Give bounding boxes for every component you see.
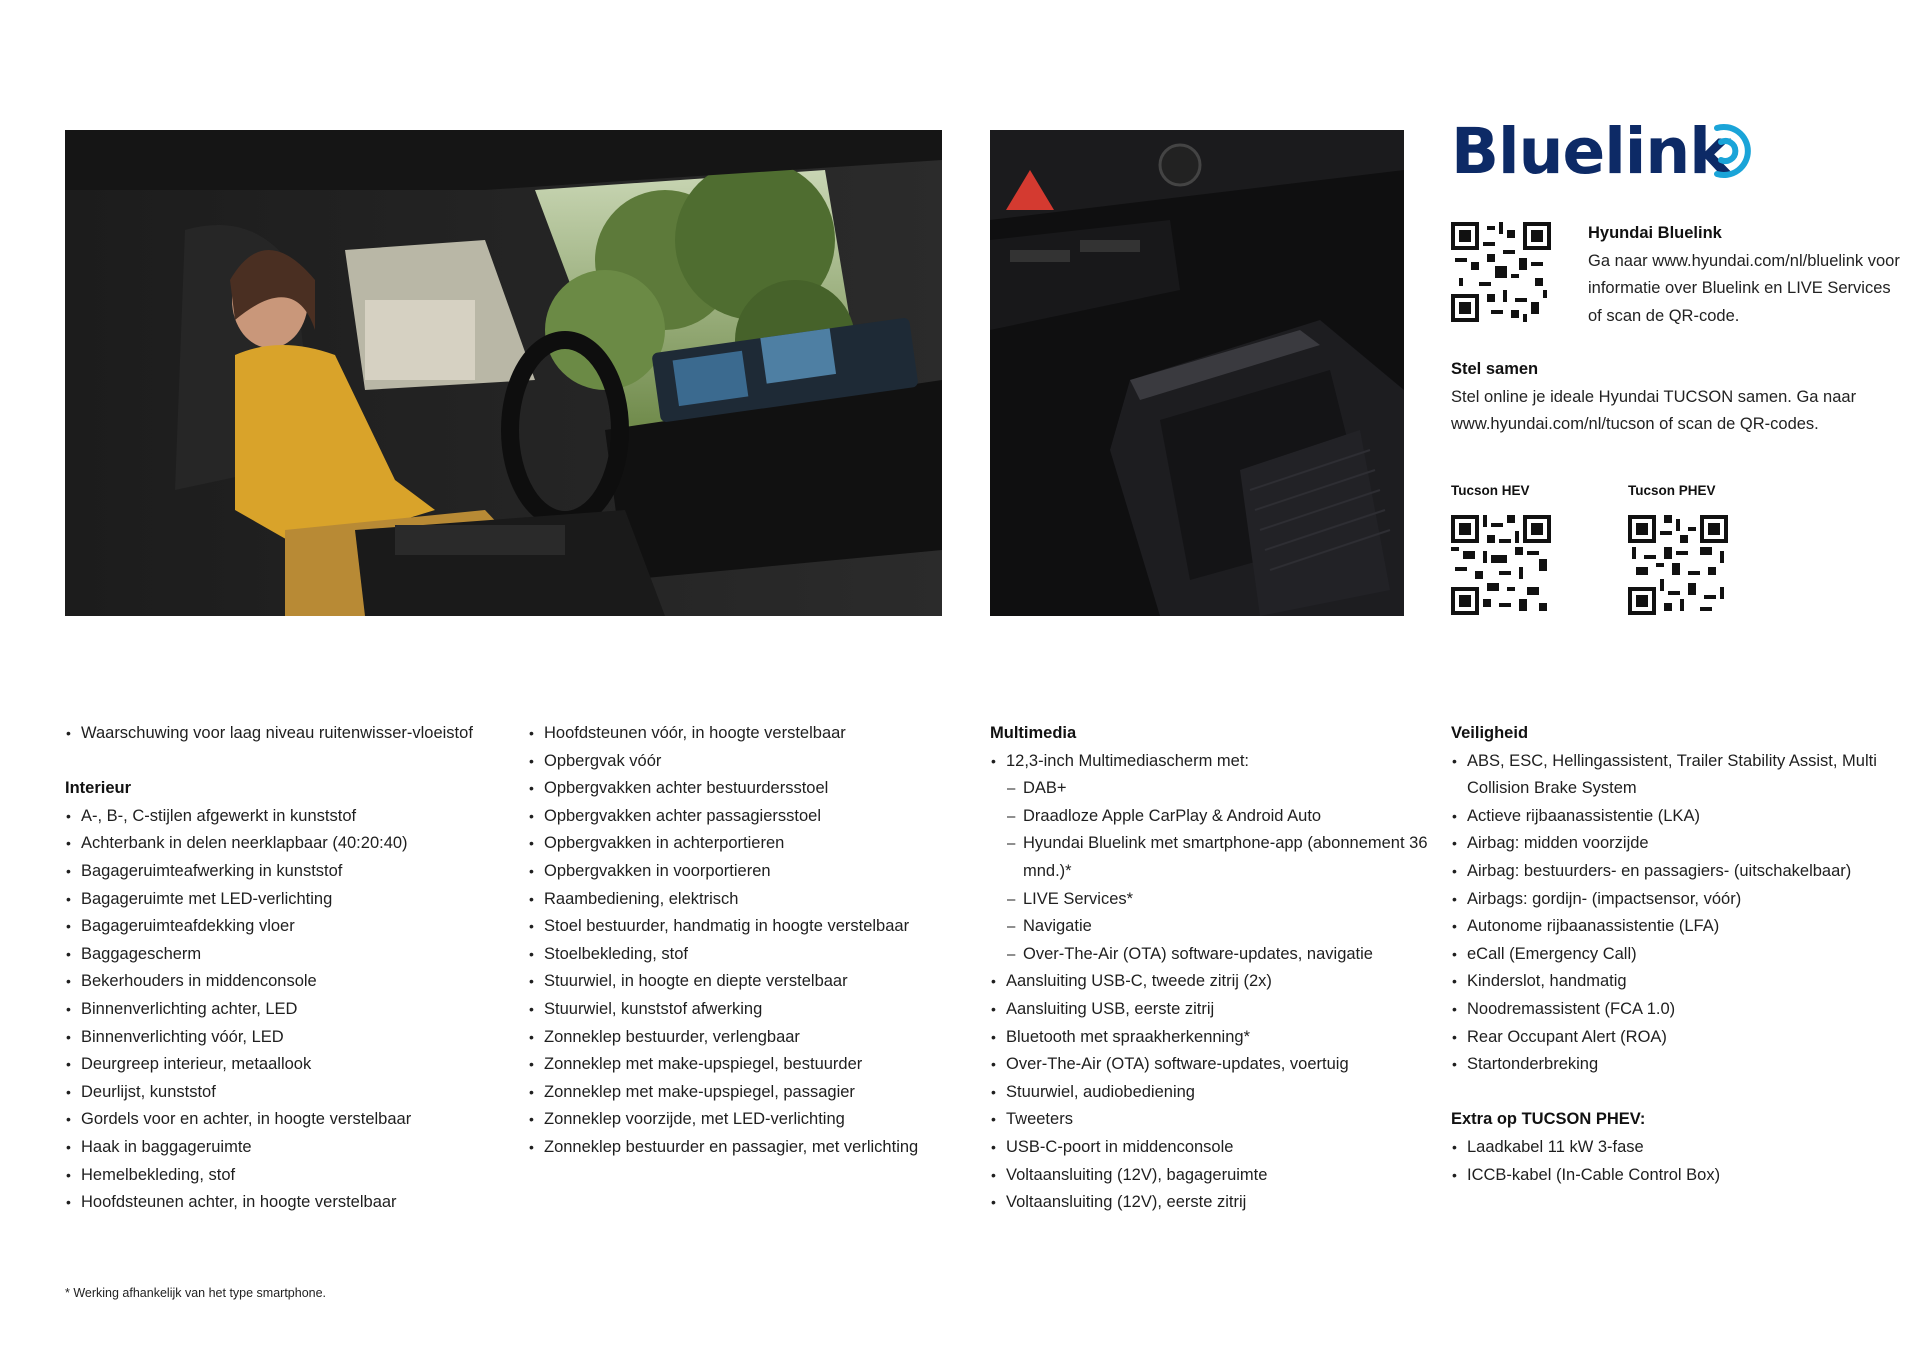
- sub-list-item: – DAB+: [990, 775, 1430, 803]
- list-item: • A-, B-, C-stijlen afgewerkt in kunststof: [65, 803, 505, 831]
- bluelink-logo: [1451, 112, 1761, 192]
- list-item: • Bekerhouders in middenconsole: [65, 968, 505, 996]
- bluelink-signal-icon: [1703, 120, 1761, 182]
- list-item: • Stuurwiel, kunststof afwerking: [528, 996, 968, 1024]
- list-item: • Bluetooth met spraakherkenning*: [990, 1024, 1430, 1052]
- list-item: • Bagageruimte met LED-verlichting: [65, 886, 505, 914]
- sub-list-item: – LIVE Services*: [990, 886, 1430, 914]
- veiligheid-list: [1451, 748, 1891, 1079]
- section-heading-multimedia: Multimedia: [990, 724, 1077, 742]
- list-item: • Startonderbreking: [1451, 1051, 1891, 1079]
- spec-column-4: [1451, 720, 1891, 1189]
- list-item: • Stoelbekleding, stof: [528, 941, 968, 969]
- list-item: • Opbergvakken in voorportieren: [528, 858, 968, 886]
- list-item: • Opbergvak vóór: [528, 748, 968, 776]
- list-item: • Haak in baggageruimte: [65, 1134, 505, 1162]
- spec-column-1: [65, 720, 505, 1217]
- intro-list: [65, 720, 505, 748]
- list-item: • Hoofdsteunen achter, in hoogte verstelbaar: [65, 1189, 505, 1217]
- extra-phev-list: [1451, 1134, 1891, 1189]
- list-item: • Autonome rijbaanassistentie (LFA): [1451, 913, 1891, 941]
- list-item: • Gordels voor en achter, in hoogte verstelbaar: [65, 1106, 505, 1134]
- tucson-phev-qr-code[interactable]: [1628, 515, 1728, 615]
- section-heading-extra-phev: Extra op TUCSON PHEV:: [1451, 1110, 1646, 1129]
- spec-column-3: [990, 720, 1430, 1217]
- multimedia-list: [990, 748, 1430, 1217]
- center-console-photo: [990, 130, 1404, 616]
- list-item: • Binnenverlichting vóór, LED: [65, 1024, 505, 1052]
- list-item: • Zonneklep bestuurder en passagier, met verlichting: [528, 1134, 968, 1162]
- configurator-info: [1451, 356, 1881, 439]
- list-item: • Waarschuwing voor laag niveau ruitenwisser-vloeistof: [65, 720, 505, 748]
- list-item: • Aansluiting USB-C, tweede zitrij (2x): [990, 968, 1430, 996]
- bluelink-title: Hyundai Bluelink: [1588, 224, 1722, 242]
- list-item: • Kinderslot, handmatig: [1451, 968, 1891, 996]
- list-item: • Zonneklep met make-upspiegel, bestuurder: [528, 1051, 968, 1079]
- list-item: • Actieve rijbaanassistentie (LKA): [1451, 803, 1891, 831]
- list-item: • Zonneklep met make-upspiegel, passagier: [528, 1079, 968, 1107]
- interieur-list-continued: [528, 720, 968, 1162]
- list-item: • Voltaansluiting (12V), eerste zitrij: [990, 1189, 1430, 1217]
- list-item: • Bagageruimteafdekking vloer: [65, 913, 505, 941]
- interieur-list: [65, 803, 505, 1217]
- list-item: • Airbags: gordijn- (impactsensor, vóór): [1451, 886, 1891, 914]
- list-item: • Hoofdsteunen vóór, in hoogte verstelbaar: [528, 720, 968, 748]
- list-item: • Over-The-Air (OTA) software-updates, voertuig: [990, 1051, 1430, 1079]
- list-item: • Noodremassistent (FCA 1.0): [1451, 996, 1891, 1024]
- list-item: • Airbag: midden voorzijde: [1451, 830, 1891, 858]
- list-item: • Tweeters: [990, 1106, 1430, 1134]
- interior-driver-photo: [65, 130, 942, 616]
- list-item: • Laadkabel 11 kW 3-fase: [1451, 1134, 1891, 1162]
- bluelink-info: [1588, 220, 1908, 330]
- section-heading-interieur: Interieur: [65, 779, 132, 798]
- list-item: • Opbergvakken in achterportieren: [528, 830, 968, 858]
- qr-label-hev: Tucson HEV: [1451, 483, 1530, 498]
- list-item: • Binnenverlichting achter, LED: [65, 996, 505, 1024]
- list-item: • Opbergvakken achter passagiersstoel: [528, 803, 968, 831]
- list-item: • 12,3-inch Multimediascherm met:: [990, 748, 1430, 776]
- list-item: • Opbergvakken achter bestuurdersstoel: [528, 775, 968, 803]
- spec-column-2: [528, 720, 968, 1162]
- list-item: • eCall (Emergency Call): [1451, 941, 1891, 969]
- tucson-hev-qr-code[interactable]: [1451, 515, 1551, 615]
- bluelink-qr-code[interactable]: [1451, 222, 1551, 322]
- list-item: • Stuurwiel, audiobediening: [990, 1079, 1430, 1107]
- list-item: • Baggagescherm: [65, 941, 505, 969]
- bluelink-text: Ga naar www.hyundai.com/nl/bluelink voor informatie over Bluelink en LIVE Services of scan de QR-code.: [1588, 251, 1900, 325]
- list-item: • Zonneklep voorzijde, met LED-verlichting: [528, 1106, 968, 1134]
- bluelink-wordmark: Bluelink: [1451, 115, 1731, 188]
- list-item: • ABS, ESC, Hellingassistent, Trailer Stability Assist, Multi Collision Brake System: [1451, 748, 1891, 803]
- list-item: • Rear Occupant Alert (ROA): [1451, 1024, 1891, 1052]
- list-item: • USB-C-poort in middenconsole: [990, 1134, 1430, 1162]
- sub-list-item: – Hyundai Bluelink met smartphone-app (abonnement 36 mnd.)*: [990, 830, 1430, 885]
- list-item: • Zonneklep bestuurder, verlengbaar: [528, 1024, 968, 1052]
- list-item: • Airbag: bestuurders- en passagiers- (uitschakelbaar): [1451, 858, 1891, 886]
- qr-label-phev: Tucson PHEV: [1628, 483, 1716, 498]
- sub-list-item: – Navigatie: [990, 913, 1430, 941]
- list-item: • Hemelbekleding, stof: [65, 1162, 505, 1190]
- list-item: • Raambediening, elektrisch: [528, 886, 968, 914]
- list-item: • Aansluiting USB, eerste zitrij: [990, 996, 1430, 1024]
- sub-list-item: – Over-The-Air (OTA) software-updates, navigatie: [990, 941, 1430, 969]
- list-item: • Bagageruimteafwerking in kunststof: [65, 858, 505, 886]
- list-item: • Stuurwiel, in hoogte en diepte verstelbaar: [528, 968, 968, 996]
- list-item: • Stoel bestuurder, handmatig in hoogte verstelbaar: [528, 913, 968, 941]
- list-item: • Achterbank in delen neerklapbaar (40:20:40): [65, 830, 505, 858]
- section-heading-veiligheid: Veiligheid: [1451, 724, 1529, 742]
- footnote: * Werking afhankelijk van het type smartphone.: [65, 1286, 327, 1300]
- list-item: • ICCB-kabel (In-Cable Control Box): [1451, 1162, 1891, 1190]
- list-item: • Deurlijst, kunststof: [65, 1079, 505, 1107]
- list-item: • Voltaansluiting (12V), bagageruimte: [990, 1162, 1430, 1190]
- sub-list-item: – Draadloze Apple CarPlay & Android Auto: [990, 803, 1430, 831]
- list-item: • Deurgreep interieur, metaallook: [65, 1051, 505, 1079]
- configurator-title: Stel samen: [1451, 360, 1539, 378]
- configurator-text: Stel online je ideale Hyundai TUCSON samen. Ga naar www.hyundai.com/nl/tucson of scan de QR-codes.: [1451, 387, 1857, 433]
